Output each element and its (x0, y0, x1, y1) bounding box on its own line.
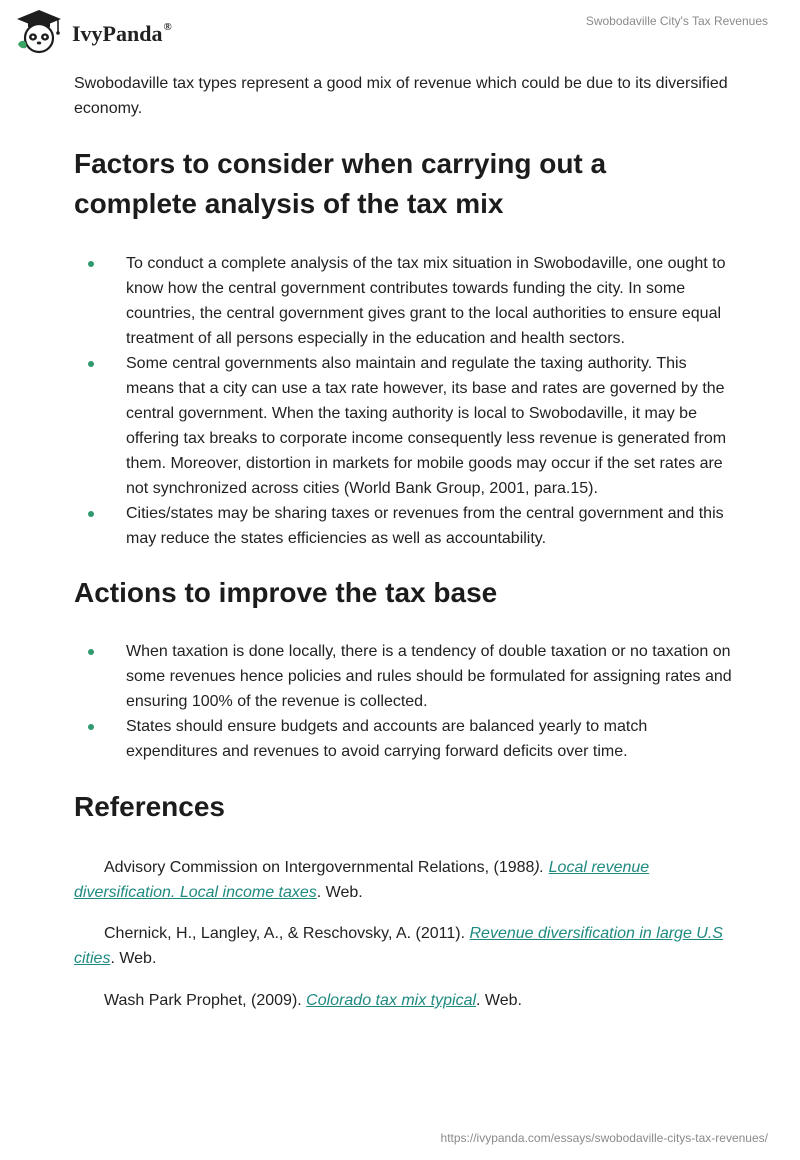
document-title: Swobodaville City's Tax Revenues (585, 14, 768, 28)
ivypanda-logo[interactable] (14, 8, 172, 54)
reference-item: Wash Park Prophet, (2009). Colorado tax mix typical. Web. (104, 992, 522, 1009)
source-url[interactable]: https://ivypanda.com/essays/swobodaville-citys-tax-revenues/ (440, 1131, 768, 1145)
bullet-icon (88, 649, 94, 655)
list-item: Cities/states may be sharing taxes or revenues from the central government and this may reduce the states efficiencies as well as accountability. (74, 501, 734, 551)
bullet-icon (88, 361, 94, 367)
bullet-icon (88, 511, 94, 517)
section-heading-actions: Actions to improve the tax base (74, 577, 498, 608)
section-heading-references: References (74, 791, 225, 822)
intro-paragraph: Swobodaville tax types represent a good mix of revenue which could be due to its diversified economy. (74, 75, 728, 117)
actions-list (74, 639, 734, 764)
article-content (74, 70, 734, 1013)
list-item: States should ensure budgets and accounts are balanced yearly to match expenditures and revenues to avoid carrying forward deficits over time. (74, 714, 734, 764)
reference-item: Chernick, H., Langley, A., & Reschovsky, A. (2011). Revenue diversification in large U.S cities. Web. (74, 925, 723, 967)
panda-graduate-icon (14, 8, 64, 54)
reference-link[interactable]: Local revenue diversification. Local income taxes (74, 859, 650, 901)
section-heading-factors: Factors to consider when carrying out a complete analysis of the tax mix (74, 148, 607, 219)
list-item: To conduct a complete analysis of the tax mix situation in Swobodaville, one ought to know how the central government contributes towards funding the city. In some countries, the central government gives grant to the local authorities to ensure equal treatment of all persons especially in the education and health sectors. (74, 251, 734, 351)
bullet-icon (88, 261, 94, 267)
list-item: When taxation is done locally, there is a tendency of double taxation or no taxation on some revenues hence policies and rules should be formulated for assigning rates and ensuring 100% of the revenue is collected. (74, 639, 734, 714)
factors-list (74, 251, 734, 551)
reference-item: Advisory Commission on Intergovernmental Relations, (1988). Local revenue diversification. Local income taxes. Web. (74, 859, 650, 901)
reference-link[interactable]: Revenue diversification in large U.S cities (74, 925, 723, 967)
reference-link[interactable]: Colorado tax mix typical (306, 992, 477, 1009)
list-item: Some central governments also maintain and regulate the taxing authority. This means that a city can use a tax rate however, its base and rates are governed by the central government. When the taxing authority is local to Swobodaville, it may be offering tax breaks to corporate income consequently less revenue is generated from them. Moreover, distortion in markets for mobile goods may occur if the set rates are not synchronized across cities (World Bank Group, 2001, para.15). (74, 351, 734, 501)
page-header (0, 0, 800, 70)
bullet-icon (88, 724, 94, 730)
brand-name: IvyPanda® (72, 20, 172, 46)
